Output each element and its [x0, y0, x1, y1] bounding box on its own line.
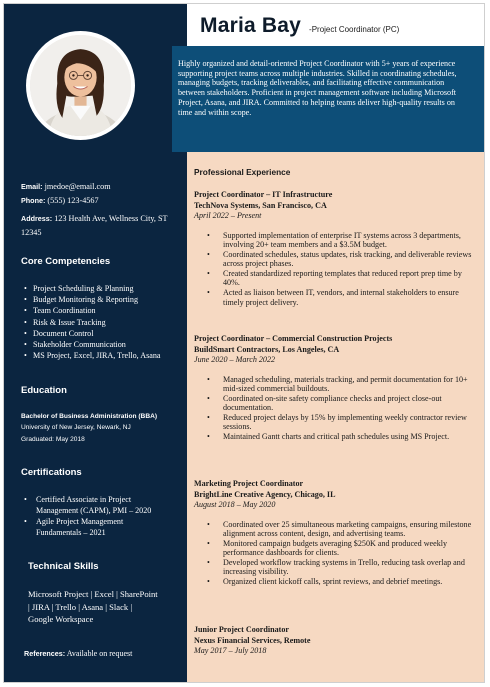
list-item: • Maintained Gantt charts and critical path schedules using MS Project.	[223, 432, 476, 442]
list-item: • Acted as liaison between IT, vendors, and internal stakeholders to ensure timely project delivery.	[223, 288, 476, 307]
list-item: • Risk & Issue Tracking	[24, 317, 172, 328]
list-item: • Developed workflow tracking systems in Trello, reducing task overlap and increasing visibility.	[223, 558, 476, 577]
job-company: Nexus Financial Services, Remote	[194, 635, 311, 645]
experience-heading: Professional Experience	[194, 167, 291, 177]
job-dates: June 2020 – March 2022	[194, 355, 276, 364]
list-item: • Budget Monitoring & Reporting	[24, 294, 172, 305]
job-company: BuildSmart Contractors, Los Angeles, CA	[194, 344, 340, 354]
job-company: TechNova Systems, San Francisco, CA	[194, 200, 327, 210]
school: University of New Jersey, Newark, NJ	[21, 424, 131, 432]
list-item: • Project Scheduling & Planning	[24, 283, 172, 294]
profile-photo	[26, 31, 135, 140]
job-bullets	[223, 520, 476, 587]
job-company: BrightLine Creative Agency, Chicago, IL	[194, 489, 336, 499]
job-title: Junior Project Coordinator	[194, 625, 290, 634]
list-item: • MS Project, Excel, JIRA, Trello, Asana	[24, 350, 172, 361]
job-entry	[194, 479, 476, 587]
list-item: • Team Coordination	[24, 305, 172, 316]
candidate-role: -Project Coordinator (PC)	[309, 25, 400, 34]
list-item: • Document Control	[24, 328, 172, 339]
job-dates: April 2022 – Present	[194, 211, 262, 220]
list-item: • Reduced project delays by 15% by implementing weekly contractor review sessions.	[223, 413, 476, 432]
job-title: Marketing Project Coordinator	[194, 479, 304, 488]
technical-skills: Microsoft Project | Excel | SharePoint | JIRA | Trello | Asana | Slack | Google Workspace	[28, 589, 158, 625]
job-title: Project Coordinator – Commercial Construction Projects	[194, 334, 393, 343]
education-heading: Education	[21, 385, 67, 396]
job-bullets	[223, 375, 476, 442]
candidate-name: Maria Bay	[200, 14, 302, 37]
phone-line: Phone: (555) 123-4567	[21, 196, 99, 205]
contact-info	[21, 180, 179, 240]
technical-skills-heading: Technical Skills	[28, 561, 99, 572]
graduation-date: Graduated: May 2018	[21, 435, 85, 443]
core-competencies-heading: Core Competencies	[21, 256, 111, 267]
list-item: • Coordinated on-site safety compliance checks and project close-out documentation.	[223, 394, 476, 413]
job-entry	[194, 190, 476, 307]
references-label: References:	[24, 649, 66, 658]
job-entry	[194, 625, 476, 657]
job-dates: August 2018 – May 2020	[194, 500, 276, 509]
list-item: • Monitored campaign budgets averaging $250K and produced weekly performance dashboards for clients.	[223, 539, 476, 558]
name-header	[200, 14, 399, 38]
list-item: • Supported implementation of enterprise IT systems across 3 departments, involving 20+ team members and a $3.5M budget.	[223, 231, 476, 250]
job-dates: May 2017 – July 2018	[194, 646, 267, 655]
email-line: Email: jmedoe@email.com	[21, 182, 111, 191]
degree: Bachelor of Business Administration (BBA)	[21, 413, 158, 420]
job-title: Project Coordinator – IT Infrastructure	[194, 190, 333, 199]
profile-summary: Highly organized and detail-oriented Project Coordinator with 5+ years of experience supporting project teams across multiple industries. Skilled in coordinating schedules, managing budgets, tracking deliverables, and facilitating effective communication between stakeholders. Proficient in project management software including Microsoft Project, Asana, and JIRA. Committed to helping teams deliver high-quality results on time and within scope.	[178, 59, 457, 117]
list-item: • Certified Associate in Project Management (CAPM), PMI – 2020	[24, 494, 164, 516]
job-entry	[194, 334, 476, 442]
resume-page	[3, 3, 485, 683]
references-value: Available on request	[66, 649, 133, 658]
list-item: • Agile Project Management Fundamentals – 2021	[24, 516, 164, 538]
certifications-heading: Certifications	[21, 467, 82, 478]
list-item: • Organized client kickoff calls, sprint reviews, and debrief meetings.	[223, 577, 476, 587]
list-item: • Stakeholder Communication	[24, 339, 172, 350]
list-item: • Coordinated schedules, status updates, risk tracking, and deliverable reviews across project phases.	[223, 250, 476, 269]
list-item: • Coordinated over 25 simultaneous marketing campaigns, ensuring milestone alignment across content, design, and advertising teams.	[223, 520, 476, 539]
certifications-list	[24, 494, 164, 538]
job-bullets	[223, 231, 476, 308]
core-competencies-list	[24, 283, 172, 361]
list-item: • Managed scheduling, materials tracking, and permit documentation for 10+ mid-sized commercial buildouts.	[223, 375, 476, 394]
address-value: 123 Health Ave, Wellness City, ST 12345	[21, 214, 168, 237]
address-line: Address: 123 Health Ave, Wellness City, ST 12345	[21, 214, 168, 237]
references	[24, 649, 132, 658]
email-value[interactable]: jmedoe@email.com	[44, 182, 111, 191]
portrait-image	[30, 35, 131, 136]
education-block	[21, 411, 179, 445]
phone-value: (555) 123-4567	[47, 196, 99, 205]
list-item: • Created standardized reporting templates that reduced report prep time by 40%.	[223, 269, 476, 288]
